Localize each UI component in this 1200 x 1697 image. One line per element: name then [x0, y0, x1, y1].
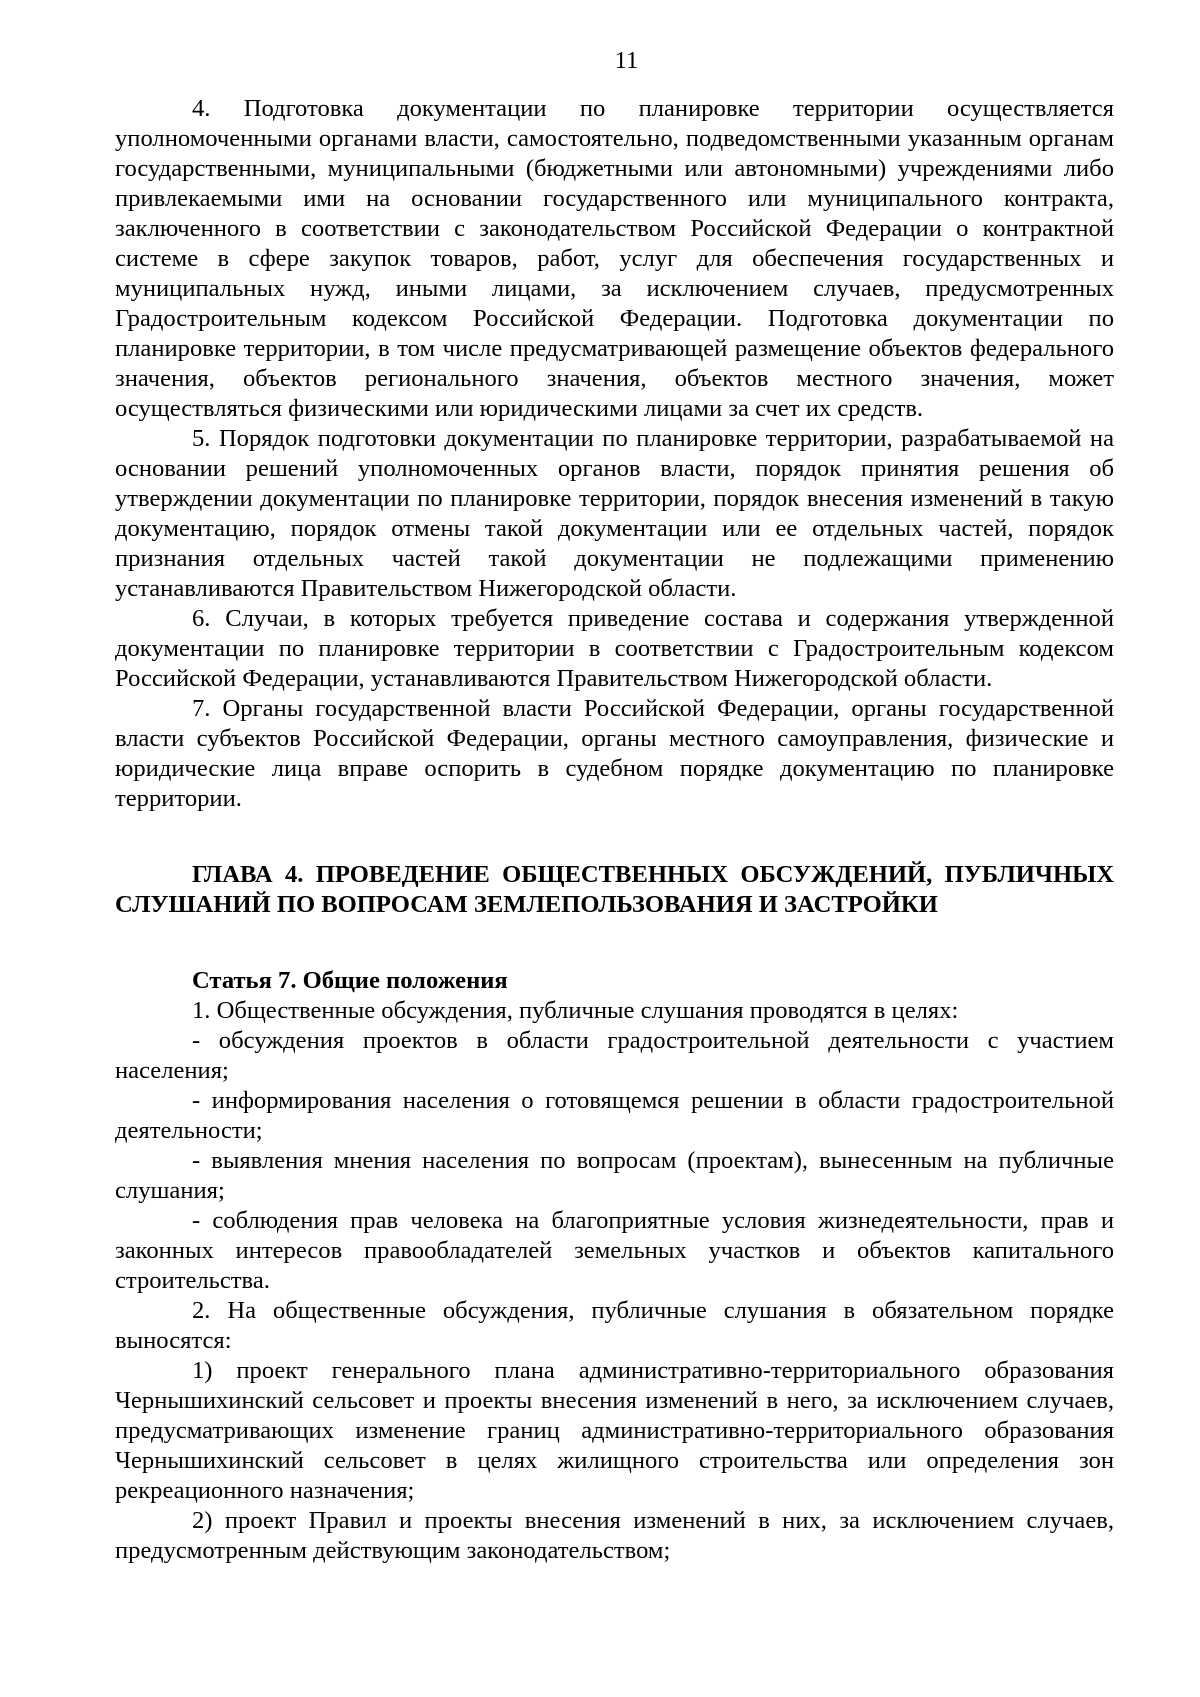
paragraph-7: 7. Органы государственной власти Российской Федерации, органы государственной власти субъектов Российской Федерации, органы местного самоуправления, физические и юридические лица вправе оспорить в судебном порядке документацию по планировке территории.: [115, 695, 1114, 812]
article-subitem-1: 1) проект генерального плана административно-территориального образования Чернышихинский сельсовет и проекты внесения изменений в него, за исключением случаев, предусматривающих изменение границ административно-территориального образования Чернышихинский сельсовет в целях жилищного строительства или определения зон рекреационного назначения;: [115, 1357, 1114, 1504]
article-paragraph-2: 2. На общественные обсуждения, публичные слушания в обязательном порядке выносятся:: [115, 1297, 1114, 1354]
paragraph-6: 6. Случаи, в которых требуется приведение состава и содержания утвержденной документации по планировке территории в соответствии с Градостроительным кодексом Российской Федерации, устанавливаются Правительством Нижегородской области.: [115, 605, 1114, 692]
article-paragraph-1: 1. Общественные обсуждения, публичные слушания проводятся в целях:: [192, 997, 959, 1024]
chapter-title: ГЛАВА 4. ПРОВЕДЕНИЕ ОБЩЕСТВЕННЫХ ОБСУЖДЕНИЙ, ПУБЛИЧНЫХ СЛУШАНИЙ ПО ВОПРОСАМ ЗЕМЛЕПОЛЬЗОВАНИЯ И ЗАСТРОЙКИ: [115, 861, 1114, 918]
paragraph-4: 4. Подготовка документации по планировке территории осуществляется уполномоченными органами власти, самостоятельно, подведомственными указанным органам государственными, муниципальными (бюджетными или автономными) учреждениями либо привлекаемыми ими на основании государственного или муниципального контракта, заключенного в соответствии с законодательством Российской Федерации о контрактной системе в сфере закупок товаров, работ, услуг для обеспечения государственных и муниципальных нужд, иными лицами, за исключением случаев, предусмотренных Градостроительным кодексом Российской Федерации. Подготовка документации по планировке территории, в том числе предусматривающей размещение объектов федерального значения, объектов регионального значения, объектов местного значения, может осуществляться физическими или юридическими лицами за счет их средств.: [115, 95, 1114, 422]
paragraph-5: 5. Порядок подготовки документации по планировке территории, разрабатываемой на основании решений уполномоченных органов власти, порядок принятия решения об утверждении документации по планировке территории, порядок внесения изменений в такую документацию, порядок отмены такой документации или ее отдельных частей, порядок признания отдельных частей такой документации не подлежащими применению устанавливаются Правительством Нижегородской области.: [115, 425, 1114, 602]
article-list-item-rights: - соблюдения прав человека на благоприятные условия жизнедеятельности, прав и законных интересов правообладателей земельных участков и объектов капитального строительства.: [115, 1207, 1114, 1294]
page-number: 11: [614, 47, 639, 74]
article-title: Статья 7. Общие положения: [192, 967, 508, 994]
article-list-item-discussion: - обсуждения проектов в области градостроительной деятельности с участием населения;: [115, 1027, 1114, 1084]
article-subitem-2: 2) проект Правил и проекты внесения изменений в них, за исключением случаев, предусмотренным действующим законодательством;: [115, 1507, 1114, 1564]
article-list-item-informing: - информирования населения о готовящемся решении в области градостроительной деятельности;: [115, 1087, 1114, 1144]
article-list-item-opinion: - выявления мнения населения по вопросам (проектам), вынесенным на публичные слушания;: [115, 1147, 1114, 1204]
